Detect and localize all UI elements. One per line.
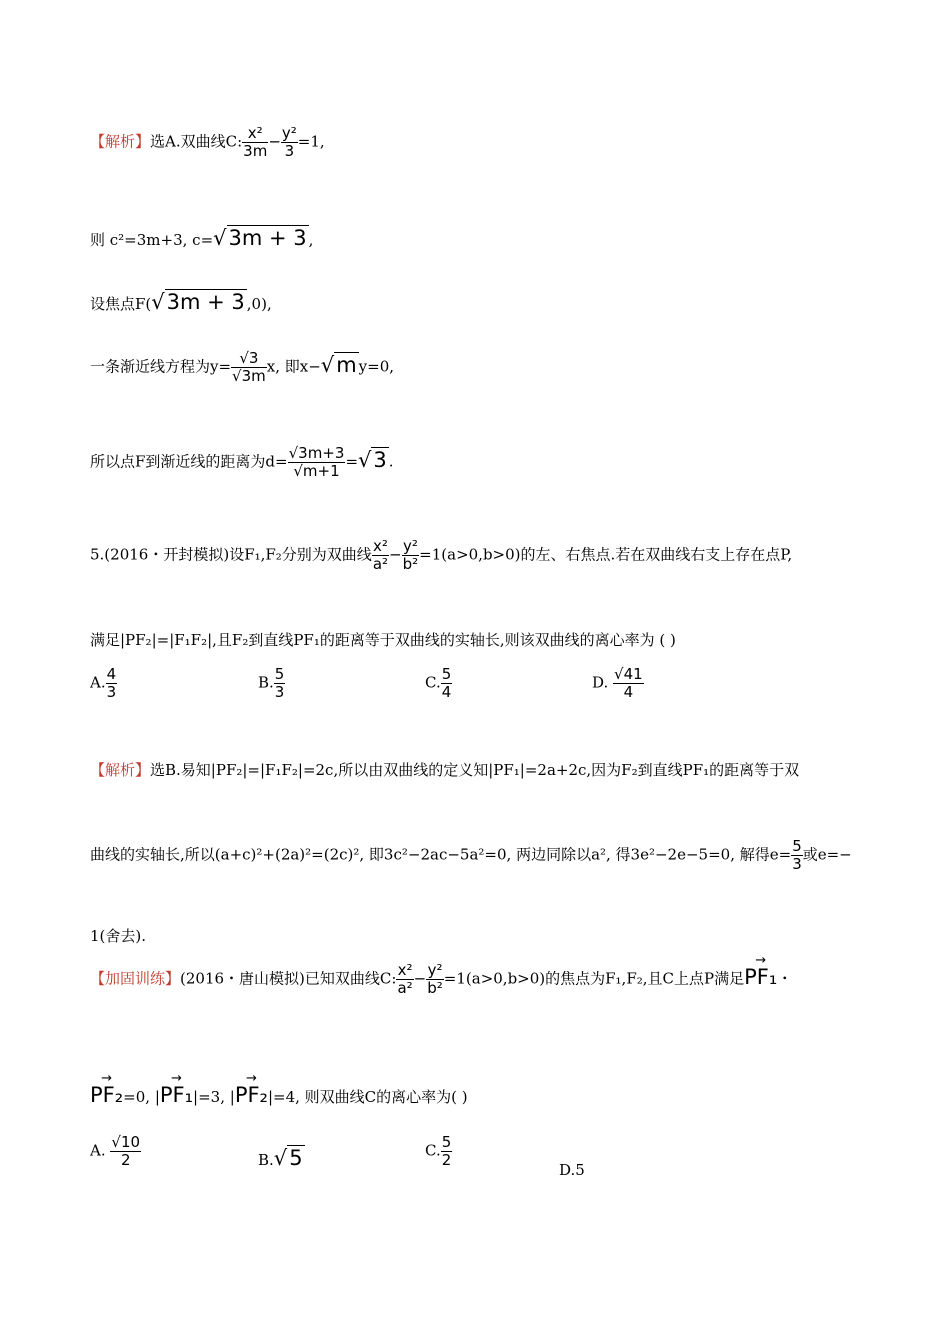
fraction: $\frac{√3}{√3m}$ xyxy=(232,349,266,385)
practice-option-b: B.√5 xyxy=(258,1146,303,1170)
fraction: $\frac{\text{y²}}{3}$ xyxy=(281,124,297,160)
option-a: A. $\frac{4}{3}$ xyxy=(90,665,117,701)
fraction: $\frac{\text{y²}}{\text{b²}}$ xyxy=(427,961,443,997)
solution-1-line-3: 设焦点F(√3m + 3 ,0), xyxy=(90,290,272,314)
solution-label: 【解析】 xyxy=(90,132,151,151)
practice-option-a: A. $\frac{√10}{2}$ xyxy=(90,1133,141,1169)
vector: → PF₂ xyxy=(90,1071,124,1107)
fraction: $\frac{\text{x²}}{\text{a²}}$ xyxy=(397,961,413,997)
option-c: C. $\frac{5}{4}$ xyxy=(425,665,452,701)
solution-1-line-1: 【解析】选A.双曲线C: $\frac{\text{x²}}{3m}$ − $\frac{\text{y²}}{3}$ =1, xyxy=(90,124,325,160)
solution-2-line-3: 1(舍去). xyxy=(90,927,147,945)
fraction: $\frac{\text{x²}}{\text{a²}}$ xyxy=(372,537,389,573)
practice-line-2: → PF₂=0, | → PF₁|=3, | → PF₂|=4, 则双曲线C的离心率为( ) xyxy=(90,1071,468,1107)
vector: → PF₁ xyxy=(744,952,778,989)
practice-option-c: C. $\frac{5}{2}$ xyxy=(425,1133,452,1169)
fraction: $\frac{5}{3}$ xyxy=(792,837,802,873)
solution-2-line-1: 【解析】选B.易知|PF₂|=|F₁F₂|=2c,所以由双曲线的定义知|PF₁|=2a+2c,因为F₂到直线PF₁的距离等于双 xyxy=(90,761,800,779)
practice-option-d: D.5 xyxy=(559,1161,585,1179)
solution-1-line-4: 一条渐近线方程为y= $\frac{√3}{√3m}$ x, 即x−√m y=0, xyxy=(90,349,395,385)
practice-line-1: 【加固训练】(2016・唐山模拟)已知双曲线C: $\frac{\text{x²}}{\text{a²}}$ − $\frac{\text{y²}}{\text{b²}}$ =1(a>0,b>0)的焦点为F₁,F₂,且C上点P满足 → PF₁・ xyxy=(90,952,793,997)
practice-label: 【加固训练】 xyxy=(90,969,181,988)
fraction: $\frac{√3m+3}{√m+1}$ xyxy=(288,444,345,480)
vector: → PF₂ xyxy=(234,1071,268,1107)
question-5-line-1: 5.(2016・开封模拟)设F₁,F₂分别为双曲线 $\frac{\text{x²}}{\text{a²}}$ − $\frac{\text{y²}}{\text{b²}}$ =1(a>0,b>0)的左、右焦点.若在双曲线右支上存在点P, xyxy=(90,537,793,573)
option-b: B. $\frac{5}{3}$ xyxy=(258,665,285,701)
solution-1-line-5: 所以点F到渐近线的距离为d= $\frac{√3m+3}{√m+1}$ =√3 . xyxy=(90,444,394,480)
sqrt-expression: √3m + 3 xyxy=(151,290,245,314)
fraction: $\frac{\text{y²}}{\text{b²}}$ xyxy=(402,537,419,573)
question-5-line-2: 满足|PF₂|=|F₁F₂|,且F₂到直线PF₁的距离等于双曲线的实轴长,则该双曲线的离心率为 ( ) xyxy=(90,631,676,649)
sqrt-expression: √m xyxy=(320,352,357,377)
solution-label: 【解析】 xyxy=(90,761,151,779)
sqrt-expression: √3m + 3 xyxy=(213,226,307,250)
fraction: $\frac{\text{x²}}{3m}$ xyxy=(243,124,268,160)
vector: → PF₁ xyxy=(159,1071,194,1107)
solution-2-line-2: 曲线的实轴长,所以(a+c)²+(2a)²=(2c)², 即3c²−2ac−5a²=0, 两边同除以a², 得3e²−2e−5=0, 解得e= $\frac{5}{3}$ 或e=− xyxy=(90,837,852,873)
sqrt-expression: √3 xyxy=(358,447,387,472)
option-d: D. $\frac{√41}{4}$ xyxy=(592,665,643,701)
solution-1-line-2: 则 c²=3m+3, c=√3m + 3 , xyxy=(90,226,314,250)
